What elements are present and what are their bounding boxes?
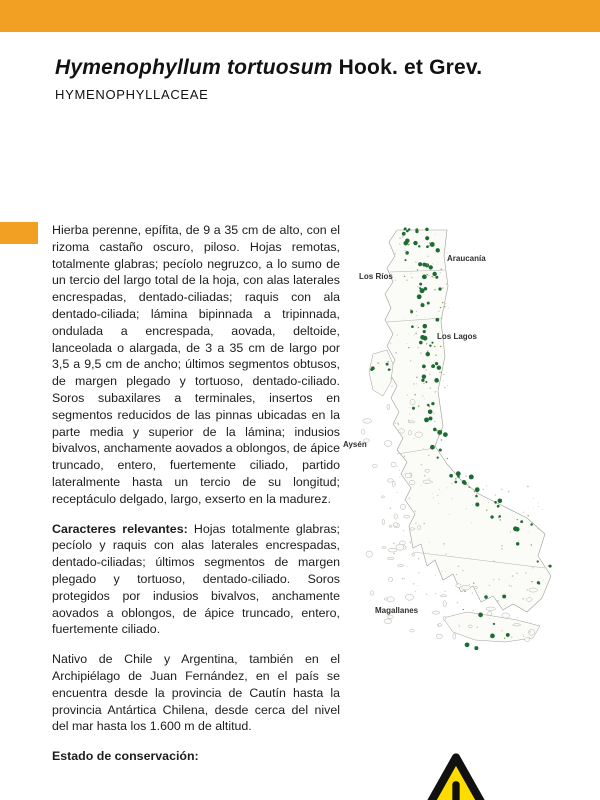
map-label-araucania: Araucanía	[447, 254, 486, 263]
map-label-magallanes: Magallanes	[375, 606, 419, 615]
description-paragraph: Hierba perenne, epífita, de 9 a 35 cm de alto, con el rizoma castaño oscuro, piloso. Hojas remotas, totalmente glabras; pecíolo negruzco, a lo sumo de un tercio del largo total de la hoja, con alas laterales encrespadas, dentado-ciliadas; raquis con ala dentado-ciliada; lámina bipinnada a tripinnada, ondulada a encrespada, aovada, deltoide, lanceolada o alargada, de 3 a 35 cm de largo por 3,5 a 9,5 cm de ancho; últimos segmentos obtusos, de margen plegado y tortuoso, dentado-ciliado. Soros subaxilares a terminales, insertos en segmentos reducidos de las pinnas ubicadas en la parte media y superior de la lámina; indusios bivalvos, anchamente aovados a oblongos, de ápice truncado, entero, fuertemente ciliado, partido lateralmente hasta un tercio de su longitud; receptáculo delgado, largo, exserto en la madurez.	[52, 223, 340, 506]
map-chiloe-island	[369, 350, 393, 396]
description-column	[52, 222, 340, 778]
distribution-paragraph: Nativo de Chile y Argentina, también en el Archipiélago de Juan Fernández, en el país se encuentra desde la provincia de Cautín hasta la provincia Antártica Chilena, desde cerca del nivel del mar hasta los 1.600 m de altitud.	[52, 652, 340, 734]
margin-accent-tab	[0, 222, 38, 244]
distribution-map	[335, 226, 595, 650]
species-authority: Hook. et Grev.	[332, 56, 483, 79]
warning-triangle-icon	[410, 752, 502, 800]
title-block	[55, 56, 575, 102]
header-accent-band	[0, 0, 600, 32]
warning-exclamation-bar	[452, 781, 459, 800]
page-title	[55, 56, 575, 80]
map-label-los-lagos: Los Lagos	[437, 332, 478, 341]
family-name: HYMENOPHYLLACEAE	[55, 87, 209, 102]
relevant-characters-label: Caracteres relevantes:	[52, 521, 188, 536]
map-label-aysen: Aysén	[343, 440, 367, 449]
distribution-map-svg	[335, 226, 595, 650]
relevant-characters-text: Hojas totalmente glabras; pecíolo y raquis con alas laterales encrespadas, dentado-ciliadas; últimos segmentos de margen plegado y tortuoso, dentado-ciliado. Soros protegidos por indusios bivalvos, anchamente aovados a oblongos, de ápice truncado, entero, fuertemente ciliado.	[52, 521, 340, 637]
species-name: Hymenophyllum tortuosum	[55, 56, 333, 79]
map-label-los-rios: Los Ríos	[359, 272, 393, 281]
conservation-status-label: Estado de conservación:	[52, 749, 199, 764]
relevant-characters-paragraph	[52, 521, 340, 639]
conservation-status-paragraph	[52, 748, 340, 765]
